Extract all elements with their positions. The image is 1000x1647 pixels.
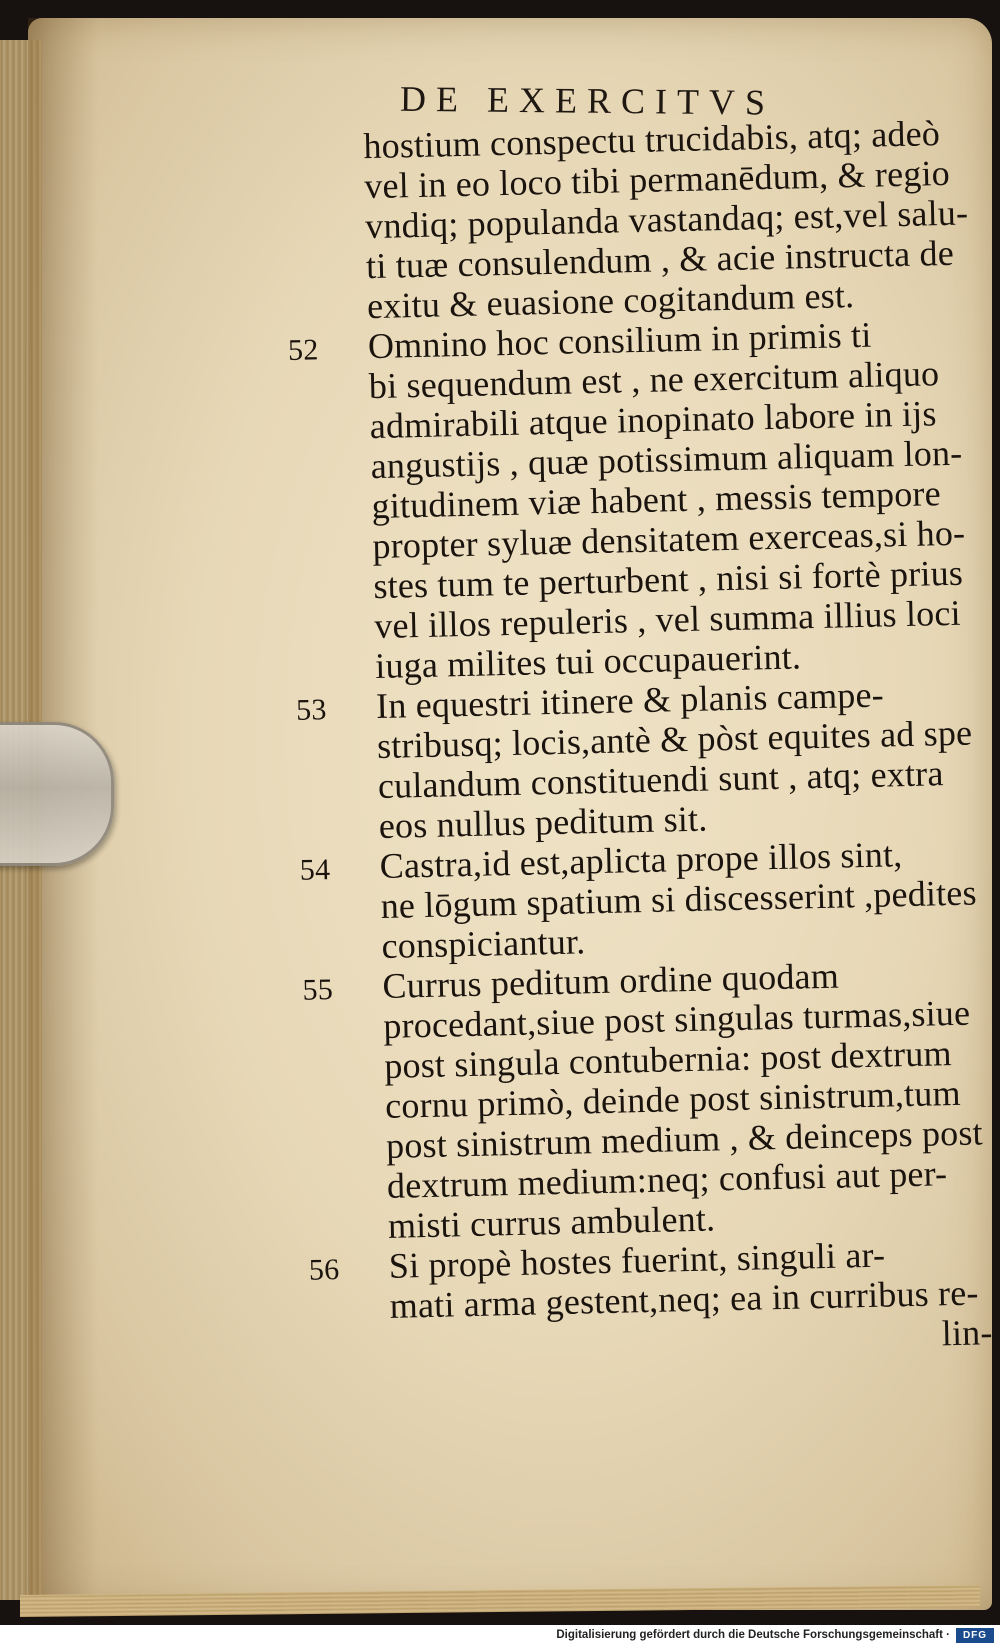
section-number <box>285 198 365 200</box>
section-number <box>291 478 371 480</box>
section-number <box>304 1038 384 1040</box>
section-number <box>306 1158 386 1160</box>
section-number <box>286 238 366 240</box>
line-text: misti currus ambulent. <box>387 1198 716 1246</box>
line-text: propter syluæ densitatem exerceas,si ho- <box>372 512 966 567</box>
line-text: gitudinem viæ habent , messis tempore <box>371 473 942 527</box>
line-text: exitu & euasione cogitandum est. <box>366 275 855 327</box>
line-text: Si propè hostes fuerint, singuli ar- <box>388 1234 886 1286</box>
section-number <box>310 1318 390 1320</box>
section-number <box>299 838 379 840</box>
dfg-logo-icon: DFG <box>956 1628 994 1643</box>
line-text: hostium conspectu trucidabis, atq; adeò <box>362 113 941 167</box>
page-clip <box>0 722 114 866</box>
section-number: 53 <box>295 693 327 727</box>
section-number <box>293 558 373 560</box>
line-text: ti tuæ consulendum , & acie instructa de <box>365 232 955 287</box>
section-number <box>292 518 372 520</box>
line-text: stes tum te perturbent , nisi si fortè prius <box>372 552 964 607</box>
line-text: ne lōgum spatium si discesserint ,pedites <box>380 872 978 926</box>
line-text: Castra,id est,aplicta prope illos sint, <box>379 834 903 886</box>
line-text: bi sequendum est , ne exercitum aliquo <box>368 353 940 407</box>
line-text: dextrum medium:neq; confusi aut per- <box>386 1153 948 1206</box>
section-number <box>298 798 378 800</box>
line-text: vndiq; populanda vastandaq; est,vel salu- <box>364 192 969 247</box>
section-number: 54 <box>299 853 331 887</box>
section-number <box>301 918 381 920</box>
line-text: culandum constituendi sunt , atq; extra <box>377 753 944 807</box>
line-text: Currus peditum ordine quodam <box>382 955 840 1006</box>
section-number <box>307 1198 387 1200</box>
line-text: admirabili atque inopinato labore in ijs <box>369 393 937 447</box>
line-text: iuga milites tui occupauerint. <box>374 636 802 687</box>
section-number <box>287 318 367 320</box>
section-number <box>289 398 369 400</box>
line-text: mati arma gestent,neq; ea in curribus re- <box>389 1272 980 1326</box>
section-number <box>297 758 377 760</box>
body-text <box>283 112 1000 1367</box>
line-text: vel illos repuleris , vel summa illius loci <box>373 592 962 647</box>
line-text: In equestri itinere & planis campe- <box>375 674 885 727</box>
line-text: vel in eo loco tibi permanēdum, & regio <box>363 152 951 207</box>
section-number <box>296 678 376 680</box>
section-number <box>305 1078 385 1080</box>
section-number <box>306 1118 386 1120</box>
catchword: lin- <box>941 1312 993 1354</box>
line-text: procedant,siue post singulas turmas,siue <box>382 992 971 1046</box>
line-text: eos nullus peditum sit. <box>378 798 708 846</box>
line-text: stribusq; locis,antè & pòst equites ad spe <box>376 712 973 767</box>
section-number: 55 <box>302 973 334 1007</box>
running-head: DE EXERCITVS <box>399 78 776 123</box>
line-text: cornu primò, deinde post sinistrum,tum <box>384 1072 962 1126</box>
section-number: 52 <box>287 333 319 367</box>
section-number <box>295 638 375 640</box>
line-text: Omnino hoc consilium in primis ti <box>367 314 872 367</box>
line-text: post singula contubernia: post dextrum <box>383 1033 953 1086</box>
section-number <box>286 278 366 280</box>
section-number <box>308 1238 388 1240</box>
section-number <box>290 438 370 440</box>
section-number <box>302 958 382 960</box>
section-number: 56 <box>308 1253 340 1287</box>
funding-credit: Digitalisierung gefördert durch die Deutsche Forschungsgemeinschaft · <box>556 1629 950 1641</box>
section-number <box>284 158 364 160</box>
line-text: post sinistrum medium , & deinceps post <box>385 1112 984 1166</box>
section-number <box>294 598 374 600</box>
line-text: conspiciantur. <box>381 921 586 966</box>
line-text: angustijs , quæ potissimum aliquam lon- <box>370 432 963 487</box>
